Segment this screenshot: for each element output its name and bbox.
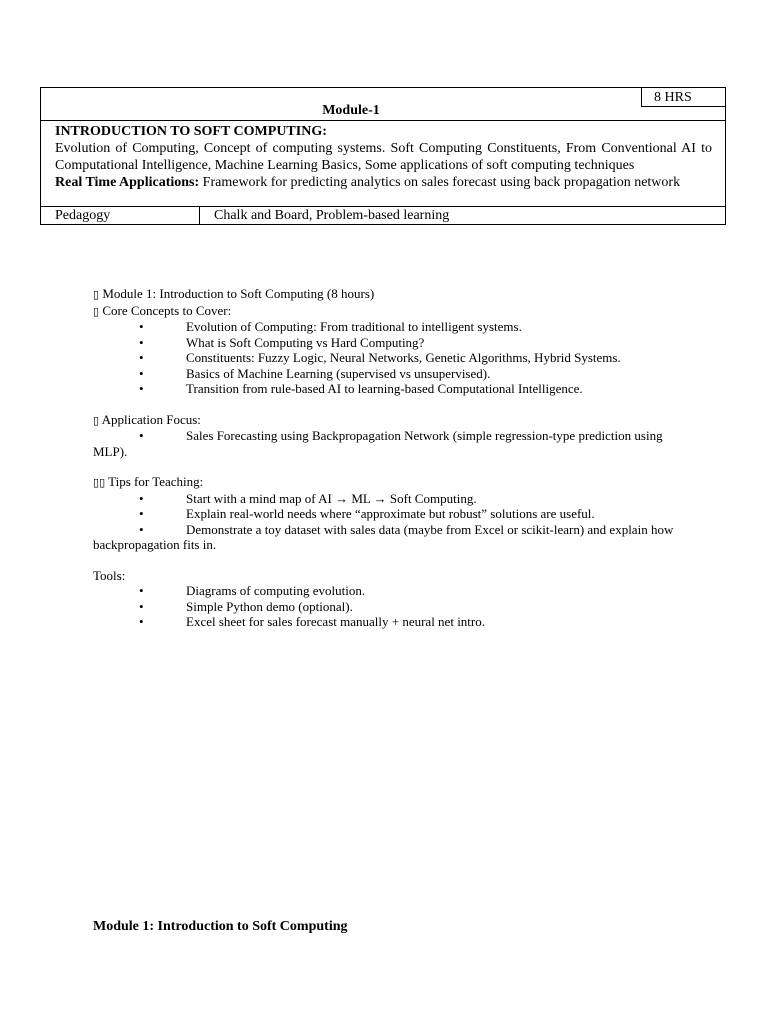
core-heading-line <box>93 303 693 320</box>
teaching-notes <box>93 286 693 645</box>
tips-list <box>93 491 693 553</box>
list-item: • Basics of Machine Learning (supervised vs unsupervised). <box>139 365 491 381</box>
missing-glyph-icon: ▯ <box>93 304 100 318</box>
bullet-icon: • <box>139 521 144 537</box>
list-item: • What is Soft Computing vs Hard Computing? <box>139 334 425 350</box>
core-list <box>93 319 693 397</box>
missing-glyph-icon: ▯ <box>93 288 100 301</box>
bullet-icon: • <box>139 381 144 396</box>
pedagogy-row <box>41 207 725 224</box>
module-title: Module-1 <box>322 103 380 118</box>
pedagogy-value: Chalk and Board, Problem-based learning <box>214 208 450 223</box>
pedagogy-label: Pedagogy <box>55 208 111 223</box>
real-time-label: Real Time Applications: <box>55 175 200 190</box>
module-line-text: Module 1: Introduction to Soft Computing (8 hours) <box>102 286 375 301</box>
core-concepts-section <box>93 303 693 397</box>
syllabus-table <box>40 87 726 225</box>
application-heading-line <box>93 412 693 429</box>
list-item: • Transition from rule-based AI to learning-based Computational Intelligence. <box>139 381 583 396</box>
bottom-heading: Module 1: Introduction to Soft Computing <box>93 919 348 934</box>
missing-glyph-icon: ▯ <box>93 476 100 489</box>
tools-heading-line <box>93 568 693 584</box>
missing-glyph-icon: ▯ <box>99 476 106 489</box>
intro-heading: INTRODUCTION TO SOFT COMPUTING: <box>55 124 327 139</box>
bullet-icon: • <box>139 428 144 443</box>
tips-heading-line <box>93 474 693 491</box>
bullet-icon: • <box>139 365 144 381</box>
bullet-icon: • <box>139 334 144 350</box>
list-item: • Explain real-world needs where “approximate but robust” solutions are useful. <box>139 506 595 521</box>
module-line <box>93 286 693 303</box>
intro-text: Evolution of Computing, Concept of computing systems. Soft Computing Constituents, From Conventional AI to Computational Intelligence, Machine Learning Basics, Some applications of soft computing techniques <box>55 141 712 173</box>
bullet-icon: • <box>139 583 144 598</box>
hours-cell: 8 HRS <box>641 88 725 107</box>
bullet-icon: • <box>139 319 144 334</box>
list-item: • Demonstrate a toy dataset with sales data (maybe from Excel or scikit-learn) and explain how backpropagation fits in. <box>93 521 674 552</box>
real-time-text: Framework for predicting analytics on sales forecast using back propagation network <box>199 175 681 190</box>
module-content-row <box>41 121 725 207</box>
tools-heading: Tools: <box>93 567 126 583</box>
missing-glyph-icon: ▯ <box>93 413 100 427</box>
list-item: • Evolution of Computing: From traditional to intelligent systems. <box>139 319 522 334</box>
bullet-icon: • <box>139 350 144 365</box>
list-item: • Excel sheet for sales forecast manually + neural net intro. <box>139 614 485 629</box>
tips-section <box>93 474 693 553</box>
application-list <box>93 428 693 459</box>
pedagogy-divider <box>199 207 200 224</box>
bullet-icon: • <box>139 598 144 614</box>
application-section <box>93 412 693 460</box>
tools-list <box>93 583 693 630</box>
core-heading: Core Concepts to Cover: <box>102 302 232 318</box>
module-header-row <box>41 88 725 121</box>
bullet-icon: • <box>139 506 144 521</box>
list-item: • Sales Forecasting using Backpropagation Network (simple regression-type prediction using MLP). <box>93 428 663 459</box>
list-item: • Start with a mind map of AI → ML → Soft Computing. <box>139 490 477 506</box>
bullet-icon: • <box>139 490 144 506</box>
list-item: • Diagrams of computing evolution. <box>139 583 366 598</box>
bullet-icon: • <box>139 614 144 629</box>
list-item: • Simple Python demo (optional). <box>139 598 353 614</box>
tools-section <box>93 568 693 630</box>
tips-heading: Tips for Teaching: <box>108 474 204 489</box>
list-item: • Constituents: Fuzzy Logic, Neural Networks, Genetic Algorithms, Hybrid Systems. <box>139 350 621 365</box>
application-heading: Application Focus: <box>101 411 201 427</box>
